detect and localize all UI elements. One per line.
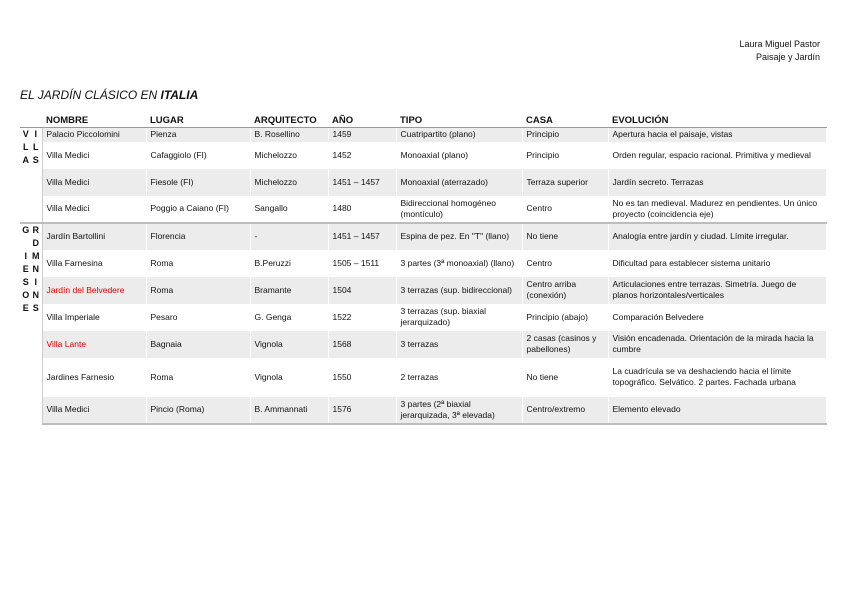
cell-anio: 1504 xyxy=(328,277,396,304)
group-letter: S xyxy=(32,302,39,313)
group-letter: S xyxy=(22,276,29,287)
table-row xyxy=(20,223,826,250)
cell-anio: 1522 xyxy=(328,304,396,331)
gardens-table xyxy=(20,114,827,425)
group-letter: I xyxy=(34,129,37,139)
table-row xyxy=(20,358,826,397)
cell-evolucion: Comparación Belvedere xyxy=(608,304,826,331)
cell-lugar: Pesaro xyxy=(146,304,250,331)
group-letter: I xyxy=(24,250,27,261)
cell-arquitecto: Sangallo xyxy=(250,196,328,223)
cell-casa: Centro/extremo xyxy=(522,397,608,424)
cell-casa: Centro xyxy=(522,250,608,277)
cell-tipo: Monoaxial (plano) xyxy=(396,142,522,169)
table-row xyxy=(20,169,826,196)
group-letter: L xyxy=(23,142,29,152)
document-header xyxy=(739,38,820,64)
cell-tipo: 2 terrazas xyxy=(396,358,522,397)
cell-anio: 1451 – 1457 xyxy=(328,223,396,250)
table-row xyxy=(20,277,826,304)
cell-evolucion: La cuadrícula se va deshaciendo hacia el límite topográfico. Selvático. 2 partes. Fachada urbana xyxy=(608,358,826,397)
group-letter: M xyxy=(32,250,40,261)
table-row xyxy=(20,128,826,142)
cell-casa: No tiene xyxy=(522,358,608,397)
cell-nombre: Jardines Farnesio xyxy=(42,358,146,397)
col-arquitecto: ARQUITECTO xyxy=(250,114,328,128)
cell-tipo: Espina de pez. En "T" (llano) xyxy=(396,223,522,250)
cell-evolucion: Apertura hacia el paisaje, vistas xyxy=(608,128,826,142)
cell-evolucion: Orden regular, espacio racional. Primitiva y medieval xyxy=(608,142,826,169)
cell-nombre: Villa Medici xyxy=(42,397,146,424)
cell-nombre: Villa Lante xyxy=(42,331,146,358)
cell-arquitecto: Michelozzo xyxy=(250,169,328,196)
cell-evolucion: Jardín secreto. Terrazas xyxy=(608,169,826,196)
cell-casa: Centro xyxy=(522,196,608,223)
cell-evolucion: Analogía entre jardín y ciudad. Límite irregular. xyxy=(608,223,826,250)
cell-lugar: Poggio a Caiano (FI) xyxy=(146,196,250,223)
cell-anio: 1480 xyxy=(328,196,396,223)
group-letter: A xyxy=(22,155,29,165)
col-nombre: NOMBRE xyxy=(42,114,146,128)
group-letter: O xyxy=(22,289,30,300)
cell-anio: 1576 xyxy=(328,397,396,424)
title-country: ITALIA xyxy=(160,88,199,102)
cell-casa: Terraza superior xyxy=(522,169,608,196)
cell-tipo: 3 terrazas (sup. bidireccional) xyxy=(396,277,522,304)
cell-casa: 2 casas (casinos y pabellones) xyxy=(522,331,608,358)
col-anio: AÑO xyxy=(328,114,396,128)
cell-arquitecto: Vignola xyxy=(250,358,328,397)
cell-lugar: Fiesole (FI) xyxy=(146,169,250,196)
cell-nombre: Villa Medici xyxy=(42,142,146,169)
title-prefix: EL JARDÍN CLÁSICO EN xyxy=(20,88,161,102)
cell-arquitecto: G. Genga xyxy=(250,304,328,331)
cell-tipo: Monoaxial (aterrazado) xyxy=(396,169,522,196)
cell-arquitecto: Bramante xyxy=(250,277,328,304)
col-evolucion: EVOLUCIÓN xyxy=(608,114,826,128)
cell-anio: 1550 xyxy=(328,358,396,397)
cell-casa: Principio xyxy=(522,142,608,169)
cell-lugar: Roma xyxy=(146,277,250,304)
table-row xyxy=(20,250,826,277)
cell-tipo: 3 terrazas xyxy=(396,331,522,358)
subject-name: Paisaje y Jardín xyxy=(755,52,820,62)
cell-nombre: Jardín Bartollini xyxy=(42,223,146,250)
group-header xyxy=(20,114,42,128)
cell-arquitecto: B. Ammannati xyxy=(250,397,328,424)
table-row xyxy=(20,196,826,223)
cell-nombre: Villa Farnesina xyxy=(42,250,146,277)
cell-casa: No tiene xyxy=(522,223,608,250)
group-letter: N xyxy=(32,263,39,274)
table-row xyxy=(20,397,826,424)
table-row xyxy=(20,331,826,358)
group-letter: R xyxy=(32,224,39,235)
cell-lugar: Roma xyxy=(146,358,250,397)
cell-anio: 1452 xyxy=(328,142,396,169)
cell-tipo: 3 terrazas (sup. biaxial jerarquizado) xyxy=(396,304,522,331)
col-lugar: LUGAR xyxy=(146,114,250,128)
group-letter: L xyxy=(33,142,39,152)
page-title xyxy=(20,88,198,102)
group-label-villas xyxy=(20,128,42,223)
cell-evolucion: Articulaciones entre terrazas. Simetría. Juego de planos horizontales/verticales xyxy=(608,277,826,304)
group-letter: V xyxy=(22,129,29,139)
cell-tipo: 3 partes (2ª biaxial jerarquizada, 3ª elevada) xyxy=(396,397,522,424)
cell-arquitecto: B.Peruzzi xyxy=(250,250,328,277)
cell-anio: 1568 xyxy=(328,331,396,358)
cell-nombre: Villa Imperiale xyxy=(42,304,146,331)
cell-arquitecto: - xyxy=(250,223,328,250)
cell-evolucion: Dificultad para establecer sistema unitario xyxy=(608,250,826,277)
group-letter: G xyxy=(22,224,30,235)
group-label-grandes-dimensiones xyxy=(20,223,42,424)
cell-nombre: Villa Medici xyxy=(42,196,146,223)
cell-casa: Principio (abajo) xyxy=(522,304,608,331)
cell-lugar: Pienza xyxy=(146,128,250,142)
cell-arquitecto: Vignola xyxy=(250,331,328,358)
table-row xyxy=(20,142,826,169)
cell-nombre: Palacio Piccolomini xyxy=(42,128,146,142)
cell-lugar: Cafaggiolo (FI) xyxy=(146,142,250,169)
group-letter: S xyxy=(32,155,39,165)
cell-tipo: 3 partes (3ª monoaxial) (llano) xyxy=(396,250,522,277)
cell-anio: 1451 – 1457 xyxy=(328,169,396,196)
col-casa: CASA xyxy=(522,114,608,128)
cell-anio: 1505 – 1511 xyxy=(328,250,396,277)
cell-lugar: Florencia xyxy=(146,223,250,250)
table-row xyxy=(20,304,826,331)
author-name: Laura Miguel Pastor xyxy=(739,39,820,49)
cell-evolucion: Visión encadenada. Orientación de la mirada hacia la cumbre xyxy=(608,331,826,358)
cell-anio: 1459 xyxy=(328,128,396,142)
cell-arquitecto: B. Rosellino xyxy=(250,128,328,142)
group-letter: N xyxy=(32,289,39,300)
cell-nombre: Villa Medici xyxy=(42,169,146,196)
cell-casa: Principio xyxy=(522,128,608,142)
col-tipo: TIPO xyxy=(396,114,522,128)
cell-lugar: Roma xyxy=(146,250,250,277)
cell-evolucion: No es tan medieval. Madurez en pendientes. Un único proyecto (coincidencia eje) xyxy=(608,196,826,223)
group-letter: E xyxy=(22,263,29,274)
cell-casa: Centro arriba (conexión) xyxy=(522,277,608,304)
group-letter: D xyxy=(32,237,39,248)
table-header-row xyxy=(20,114,826,128)
cell-nombre: Jardín del Belvedere xyxy=(42,277,146,304)
cell-tipo: Bidireccional homogéneo (montículo) xyxy=(396,196,522,223)
cell-tipo: Cuatripartito (plano) xyxy=(396,128,522,142)
group-letter: E xyxy=(22,302,29,313)
cell-evolucion: Elemento elevado xyxy=(608,397,826,424)
cell-lugar: Pincio (Roma) xyxy=(146,397,250,424)
cell-lugar: Bagnaia xyxy=(146,331,250,358)
cell-arquitecto: Michelozzo xyxy=(250,142,328,169)
group-letter: I xyxy=(34,276,37,287)
